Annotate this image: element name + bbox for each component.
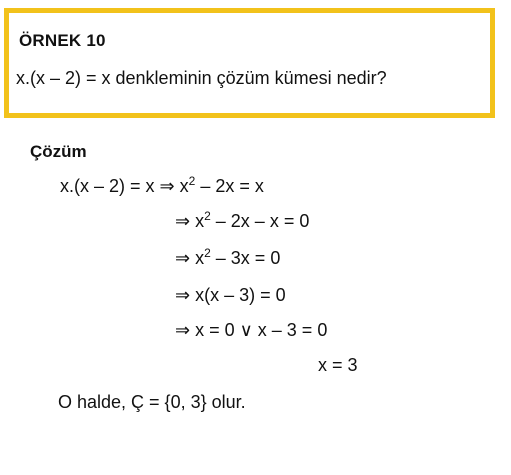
step-2-exponent: 2	[204, 209, 211, 223]
solution-step-6: x = 3	[318, 355, 358, 375]
step-2-post: – 2x – x = 0	[210, 211, 310, 231]
solution-step-1	[60, 176, 264, 197]
solution-title: Çözüm	[30, 142, 87, 161]
conclusion: O halde, Ç = {0, 3} olur.	[58, 392, 246, 412]
example-box	[4, 8, 495, 118]
step-1-post: – 2x = x	[195, 176, 264, 196]
solution-step-2	[175, 211, 309, 232]
example-question: x.(x – 2) = x denkleminin çözüm kümesi nedir?	[16, 68, 387, 88]
step-3-exponent: 2	[204, 246, 211, 260]
step-3-post: – 3x = 0	[210, 248, 281, 268]
step-3-pre: ⇒ x	[175, 248, 205, 268]
step-2-pre: ⇒ x	[175, 211, 205, 231]
solution-step-3	[175, 248, 280, 269]
step-1-pre: x.(x – 2) = x ⇒ x	[60, 176, 189, 196]
step-1-exponent: 2	[188, 174, 196, 188]
solution-step-5: ⇒ x = 0 ∨ x – 3 = 0	[175, 320, 328, 340]
example-title: ÖRNEK 10	[19, 31, 106, 50]
solution-step-4: ⇒ x(x – 3) = 0	[175, 285, 286, 305]
